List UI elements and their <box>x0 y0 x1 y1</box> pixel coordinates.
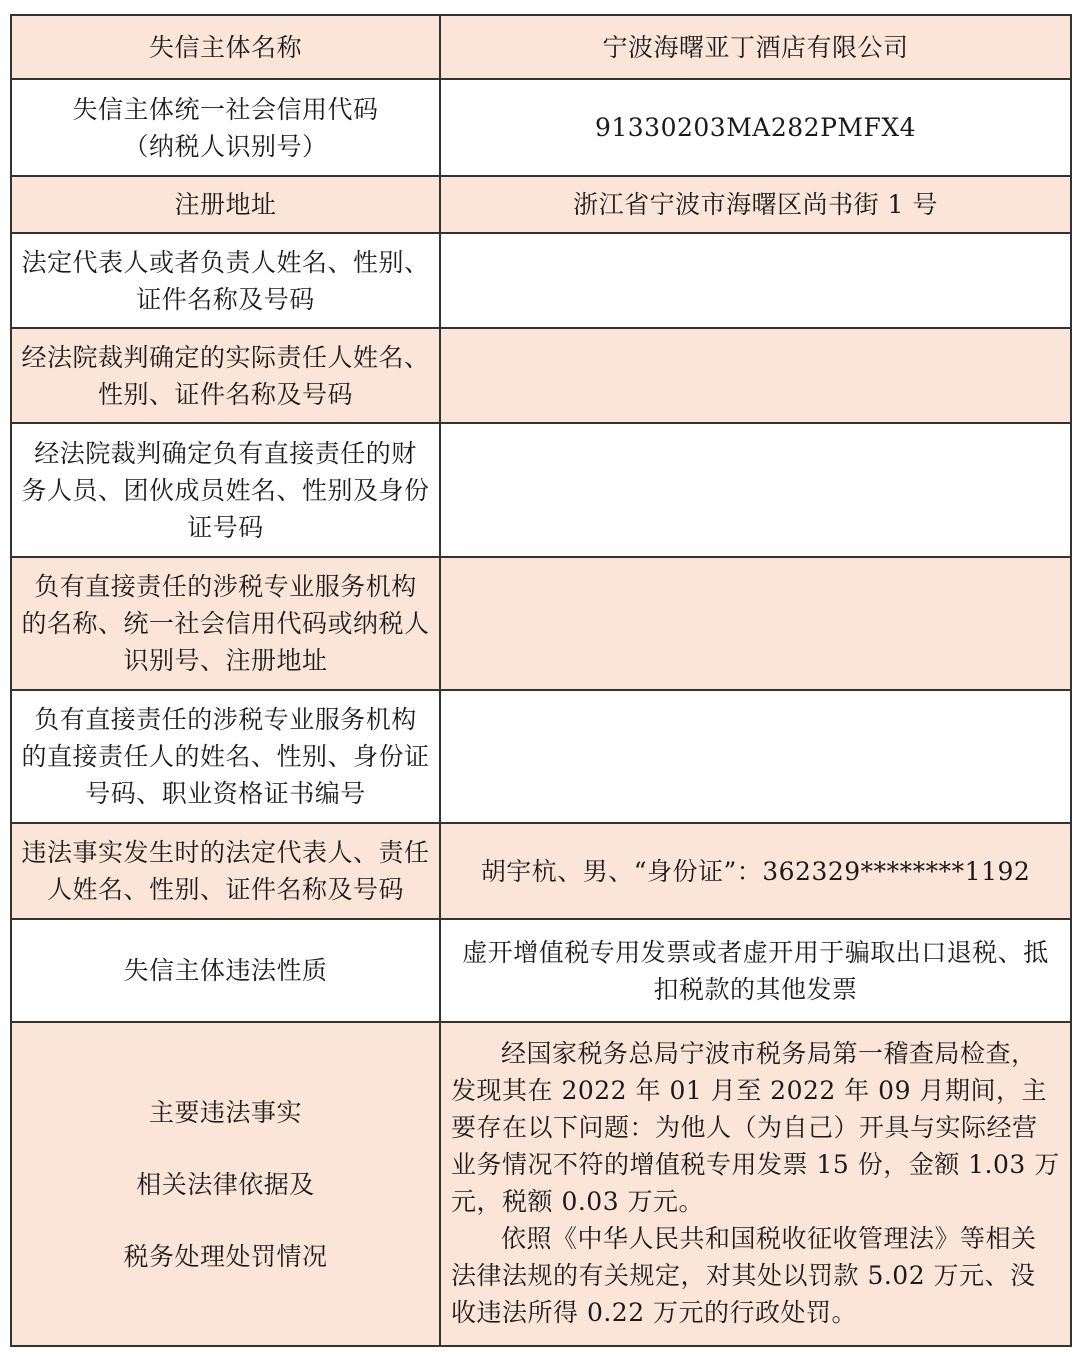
row-label: 注册地址 <box>174 190 277 219</box>
value-cell <box>440 823 1071 919</box>
row-label: 的名称、统一社会信用代码或纳税人 <box>21 609 430 638</box>
row-label: 务人员、团伙成员姓名、性别及身份 <box>21 475 430 505</box>
table-row-address <box>11 176 1071 233</box>
value-cell <box>440 919 1071 1022</box>
label-cell <box>11 690 440 823</box>
legal-basis-label: 相关法律依据及 <box>136 1169 315 1199</box>
label-cell <box>11 1022 440 1346</box>
violation-nature-value: 扣税款的其他发票 <box>653 974 858 1004</box>
value-cell <box>440 15 1071 79</box>
row-label: 识别号、注册地址 <box>123 646 328 675</box>
table-row-finance-staff <box>11 423 1071 557</box>
value-cell <box>440 328 1071 423</box>
row-label: 的直接责任人的姓名、性别、身份证 <box>21 742 430 771</box>
penalty-label: 税务处理处罚情况 <box>123 1241 328 1271</box>
main-facts-cell <box>440 1022 1071 1346</box>
label-cell <box>11 79 440 176</box>
row-label: 经法院裁判确定的实际责任人姓名、 <box>21 342 430 372</box>
main-facts-label: 主要违法事实 <box>148 1097 302 1127</box>
row-label: 失信主体名称 <box>148 32 302 62</box>
label-cell <box>11 233 440 328</box>
rep-at-violation-value: 胡宇杭、男、“身份证”：362329********1192 <box>480 856 1031 886</box>
row-label: 人姓名、性别、证件名称及号码 <box>46 875 404 904</box>
row-label: （纳税人识别号） <box>123 131 328 161</box>
label-cell <box>11 919 440 1022</box>
row-label: 法定代表人或者负责人姓名、性别、 <box>21 247 430 277</box>
row-label: 号码、职业资格证书编号 <box>85 779 366 808</box>
table-row-actual-responsible <box>11 328 1071 423</box>
address-value: 浙江省宁波市海曙区尚书街 1 号 <box>573 190 938 219</box>
value-cell <box>440 176 1071 233</box>
table-row-credit-code <box>11 79 1071 176</box>
table-row-rep-at-violation <box>11 823 1071 919</box>
row-label: 负有直接责任的涉税专业服务机构 <box>34 705 417 734</box>
label-cell <box>11 423 440 557</box>
row-label: 经法院裁判确定负有直接责任的财 <box>34 438 417 468</box>
row-label: 违法事实发生时的法定代表人、责任 <box>21 838 430 867</box>
row-label: 负有直接责任的涉税专业服务机构 <box>34 572 417 601</box>
entity-name-value: 宁波海曙亚丁酒店有限公司 <box>602 32 909 62</box>
facts-paragraph: 经国家税务总局宁波市税务局第一稽查局检查，发现其在 2022 年 01 月至 2022 年 09 月期间，主要存在以下问题：为他人（为自己）开具与实际经营业务情况不符的增值税专用发票 15 份，金额 1.03 万元，税额 0.03 万元。 <box>451 1039 1060 1216</box>
blacklist-info-table <box>10 14 1072 1347</box>
label-cell <box>11 15 440 79</box>
table-row-agency-info <box>11 557 1071 690</box>
row-label: 失信主体统一社会信用代码 <box>72 94 379 124</box>
table-row-agency-responsible <box>11 690 1071 823</box>
row-label: 证号码 <box>187 512 264 542</box>
label-cell <box>11 328 440 423</box>
table-row-main-facts <box>11 1022 1071 1346</box>
label-cell <box>11 557 440 690</box>
value-cell <box>440 233 1071 328</box>
row-label: 证件名称及号码 <box>136 284 315 314</box>
row-label: 失信主体违法性质 <box>123 956 328 985</box>
penalty-paragraph: 依照《中华人民共和国税收征收管理法》等相关法律法规的有关规定，对其处以罚款 5.02 万元、没收违法所得 0.22 万元的行政处罚。 <box>451 1224 1037 1327</box>
table-row-violation-nature <box>11 919 1071 1022</box>
row-label: 性别、证件名称及号码 <box>97 379 353 409</box>
violation-nature-value: 虚开增值税专用发票或者虚开用于骗取出口退税、抵 <box>462 937 1049 967</box>
table-row-entity-name <box>11 15 1071 79</box>
value-cell <box>440 690 1071 823</box>
credit-code-value: 91330203MA282PMFX4 <box>594 113 917 142</box>
value-cell <box>440 557 1071 690</box>
label-cell <box>11 176 440 233</box>
value-cell <box>440 79 1071 176</box>
table-row-legal-rep <box>11 233 1071 328</box>
value-cell <box>440 423 1071 557</box>
label-cell <box>11 823 440 919</box>
